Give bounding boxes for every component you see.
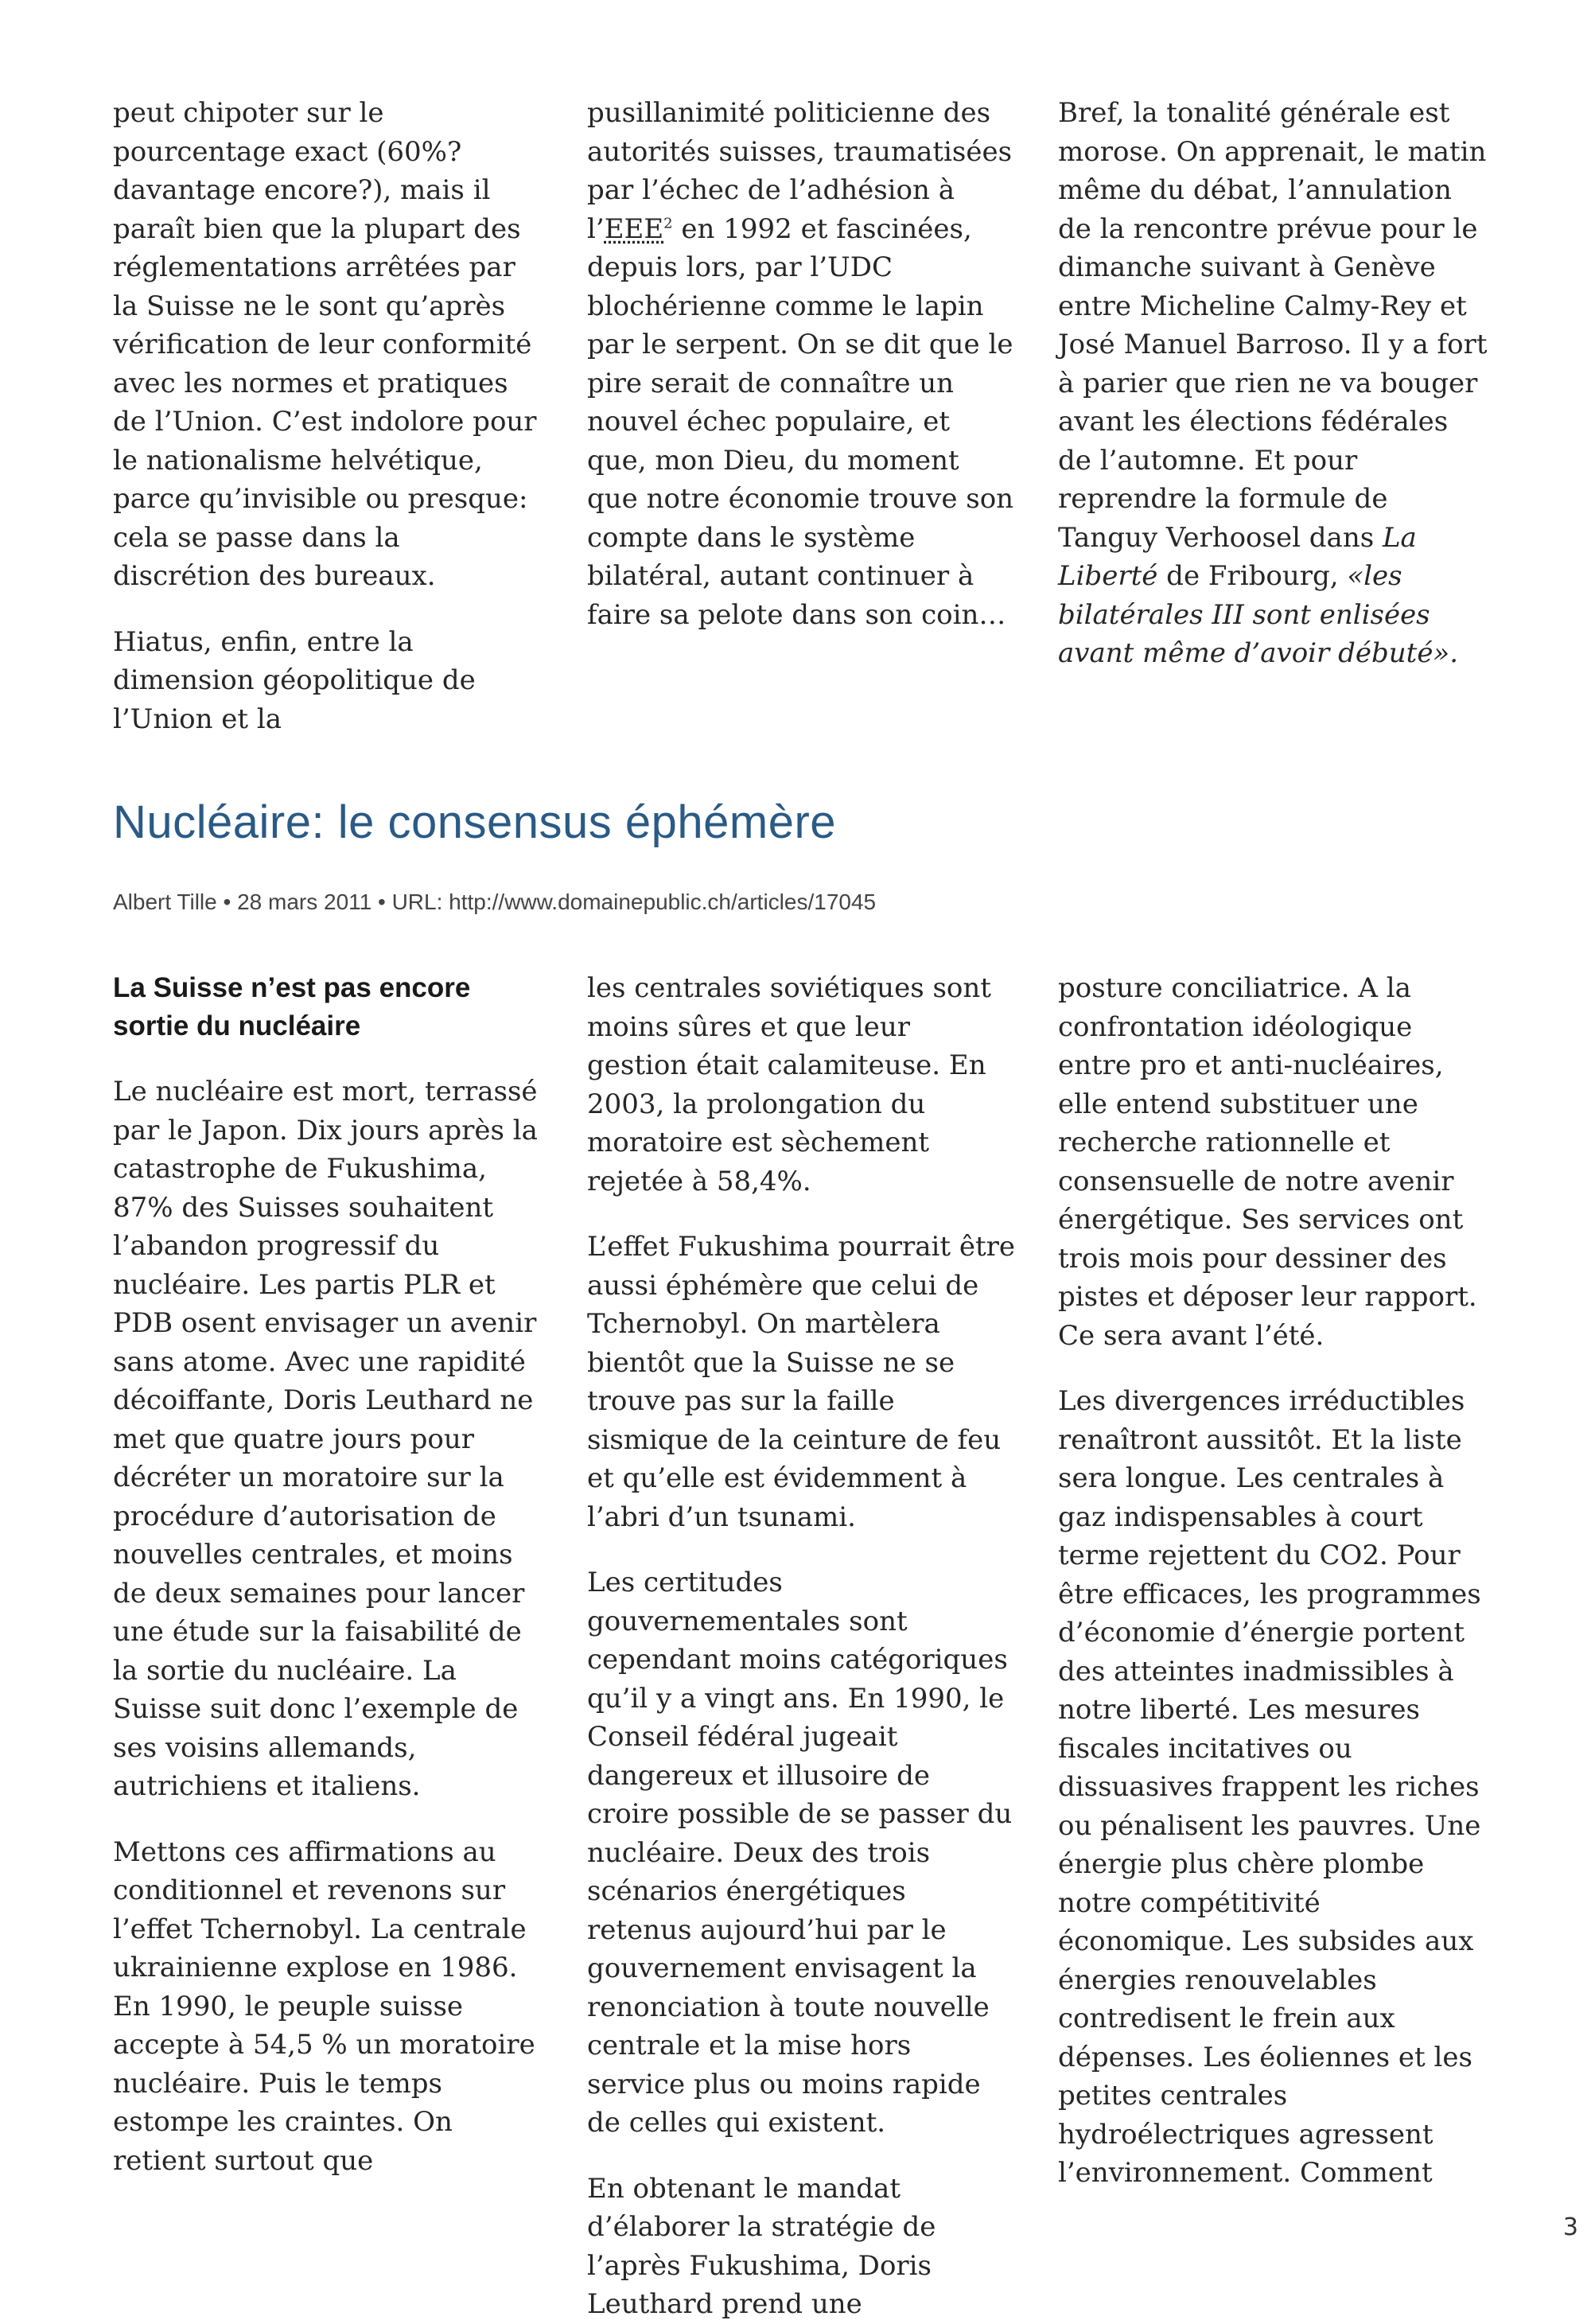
text-span: pusillanimité politicienne des autorités suisses, traumatisées par l’échec de l’adhésion à l’ [587, 97, 1013, 245]
article-column-2 [587, 969, 1017, 2324]
article-meta: Albert Tille • 28 mars 2011 • URL: http://www.domainepublic.ch/articles/17045 [113, 890, 877, 914]
previous-article-column-3 [1058, 94, 1488, 673]
text-span: de Fribourg, [1157, 560, 1348, 592]
paragraph [1058, 94, 1488, 673]
text-span: en 1992 et fascinées, depuis lors, par l’UDC blochérienne comme le lapin par le serpent. On se dit que le pire serait de connaître un nouvel échec populaire, et que, mon Dieu, du moment que notre économie trouve son compte dans le système bilatéral, autant continuer à faire sa pelote dans son coin… [587, 212, 1014, 631]
page-number: 3 [1562, 2213, 1578, 2241]
paragraph: Le nucléaire est mort, terrassé par le Japon. Dix jours après la catastrophe de Fukushima, 87% des Suisses souhaitent l’abandon progressif du nucléaire. Les partis PLR et PDB osent envisager un avenir sans atome. Avec une rapidité décoiffante, Doris Leuthard ne met que quatre jours pour décréter un moratoire sur la procédure d’autorisation de nouvelles centrales, et moins de deux semaines pour lancer une étude sur la faisabilité de la sortie du nucléaire. La Suisse suit donc l’exemple de ses voisins allemands, autrichiens et italiens. [113, 1076, 538, 1802]
paragraph: L’effet Fukushima pourrait être aussi éphémère que celui de Tchernobyl. On martèlera bientôt que la Suisse ne se trouve pas sur la faille sismique de la ceinture de feu et qu’elle est évidemment à l’abri d’un tsunami. [587, 1231, 1016, 1533]
paragraph: En obtenant le mandat d’élaborer la stratégie de l’après Fukushima, Doris Leuthard prend une [587, 2172, 936, 2320]
previous-article-column-1 [113, 94, 543, 738]
paragraph: peut chipoter sur le pourcentage exact (60%? davantage encore?), mais il paraît bien que la plupart des réglementations arrêtées par la Suisse ne le sont qu’après vérification de leur conformité avec les normes et pratiques de l’Union. C’est indolore pour le nationalisme helvétique, parce qu’invisible ou presque: cela se passe dans la discrétion des bureaux. [113, 97, 537, 592]
journal-name: La Liberté [1058, 521, 1417, 592]
footnote-marker[interactable]: 2 [663, 215, 673, 232]
paragraph [587, 94, 1017, 634]
article-subheading: La Suisse n’est pas encore sortie du nucléaire [113, 972, 471, 1041]
previous-article-column-2 [587, 94, 1017, 634]
eee-footnote-link[interactable]: EEE [604, 212, 664, 245]
paragraph: Mettons ces affirmations au conditionnel et revenons sur l’effet Tchernobyl. La centrale ukrainienne explose en 1986. En 1990, le peuple suisse accepte à 54,5 % un moratoire nucléaire. Puis le temps estompe les craintes. On retient surtout que [113, 1835, 535, 2177]
article-column-1 [113, 969, 543, 2180]
paragraph: posture conciliatrice. A la confrontation idéologique entre pro et anti-nucléaires, elle entend substituer une recherche rationnelle et consensuelle de notre avenir énergétique. Ses services ont trois mois pour dessiner des pistes et déposer leur rapport. Ce sera avant l’été. [1058, 972, 1477, 1352]
paragraph: les centrales soviétiques sont moins sûres et que leur gestion était calamiteuse. En 2003, la prolongation du moratoire est sèchement rejetée à 58,4%. [587, 972, 991, 1197]
article-title: Nucléaire: le consensus éphémère [113, 796, 837, 848]
paragraph: Hiatus, enfin, entre la dimension géopolitique de l’Union et la [113, 625, 476, 735]
article-column-3 [1058, 969, 1488, 2193]
text-span: Bref, la tonalité générale est morose. On apprenait, le matin même du débat, l’annulation de la rencontre prévue pour le dimanche suivant à Genève entre Micheline Calmy-Rey et José Manuel Barroso. Il y a fort à parier que rien ne va bouger avant les élections fédérales de l’automne. Et pour reprendre la formule de Tanguy Verhoosel dans [1058, 97, 1488, 554]
paragraph: Les certitudes gouvernementales sont cependant moins catégoriques qu’il y a vingt ans. En 1990, le Conseil fédéral jugeait dangereux et illusoire de croire possible de se passer du nucléaire. Deux des trois scénarios énergétiques retenus aujourd’hui par le gouvernement envisagent la renonciation à toute nouvelle centrale et la mise hors service plus ou moins rapide de celles qui existent. [587, 1567, 1013, 2139]
paragraph: Les divergences irréductibles renaîtront aussitôt. Et la liste sera longue. Les centrales à gaz indispensables à court terme rejettent du CO2. Pour être efficaces, les programmes d’économie d’énergie portent des atteintes inadmissibles à notre liberté. Les mesures fiscales incitatives ou dissuasives frappent les riches ou pénalisent les pauvres. Une énergie plus chère plombe notre compétitivité économique. Les subsides aux énergies renouvelables contredisent le frein aux dépenses. Les éoliennes et les petites centrales hydroélectriques agressent l’environnement. Comment [1058, 1385, 1481, 2189]
quote: «les bilatérales III sont enlisées avant même d’avoir débuté». [1058, 560, 1459, 669]
